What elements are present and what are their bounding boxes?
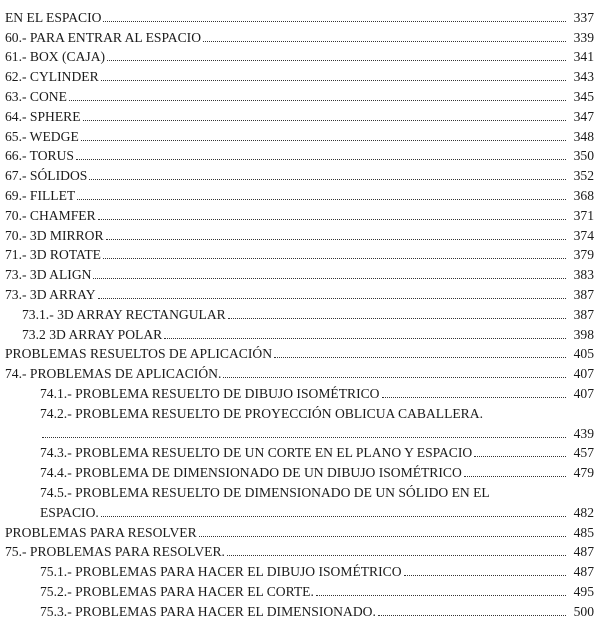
toc-entry-page: 457 — [573, 445, 594, 461]
toc-entry — [5, 243, 594, 263]
dot-leader — [89, 178, 566, 180]
toc-entry-page: 500 — [573, 603, 594, 619]
dot-leader — [98, 218, 566, 220]
toc-entry — [5, 144, 594, 164]
dot-leader — [223, 376, 566, 378]
toc-entry-page: 347 — [573, 108, 594, 124]
toc-entry-title: 60.- PARA ENTRAR AL ESPACIO — [5, 29, 202, 45]
toc-entry-title-continuation: ESPACIO. — [40, 504, 99, 520]
dot-leader — [382, 396, 567, 398]
toc-entry-page: 487 — [573, 564, 594, 580]
toc-entry-title: 64.- SPHERE — [5, 108, 81, 124]
toc-subentry — [5, 579, 594, 599]
dot-leader — [103, 257, 566, 259]
toc-subentry — [5, 599, 594, 619]
toc-entry — [5, 104, 594, 124]
toc-entry — [5, 361, 594, 381]
dot-leader — [474, 455, 566, 457]
toc-entry — [5, 540, 594, 560]
toc-subentry — [5, 322, 594, 342]
toc-entry-title: 73.- 3D ALIGN — [5, 267, 92, 283]
toc-entry — [5, 64, 594, 84]
dot-leader — [69, 99, 566, 101]
toc-entry-page: 407 — [573, 385, 594, 401]
toc-entry-page: 439 — [573, 425, 594, 441]
toc-subentry — [5, 401, 594, 441]
table-of-contents — [5, 5, 594, 619]
toc-entry-title: 71.- 3D ROTATE — [5, 247, 101, 263]
toc-subentry — [5, 381, 594, 401]
toc-entry — [5, 223, 594, 243]
toc-entry-title: EN EL ESPACIO — [5, 9, 102, 25]
toc-entry-title: 75.1.- PROBLEMAS PARA HACER EL DIBUJO ISOMÉTRICO — [40, 564, 402, 580]
toc-entry — [5, 84, 594, 104]
toc-entry — [5, 342, 594, 362]
toc-entry — [5, 203, 594, 223]
toc-entry — [5, 183, 594, 203]
dot-leader — [378, 614, 566, 616]
toc-entry — [5, 45, 594, 65]
dot-leader — [76, 158, 566, 160]
dot-leader — [107, 59, 566, 61]
dot-leader — [203, 40, 566, 42]
dot-leader — [101, 515, 566, 517]
toc-entry-title: 73.2 3D ARRAY POLAR — [22, 326, 163, 342]
toc-entry-page: 345 — [573, 88, 594, 104]
toc-entry-page: 383 — [573, 267, 594, 283]
dot-leader — [164, 337, 566, 339]
toc-entry-title: 67.- SÓLIDOS — [5, 168, 88, 184]
toc-entry-page: 374 — [573, 227, 594, 243]
toc-entry-page: 479 — [573, 465, 594, 481]
dot-leader — [199, 535, 566, 537]
toc-entry — [5, 520, 594, 540]
toc-entry-page: 387 — [573, 306, 594, 322]
toc-subentry — [5, 480, 594, 520]
toc-subentry — [5, 441, 594, 461]
toc-entry — [5, 5, 594, 25]
toc-entry-page: 350 — [573, 148, 594, 164]
toc-entry-page: 487 — [573, 544, 594, 560]
toc-entry-page: 398 — [573, 326, 594, 342]
toc-entry-page: 379 — [573, 247, 594, 263]
toc-entry-page: 352 — [573, 168, 594, 184]
toc-entry-title: 74.- PROBLEMAS DE APLICACIÓN. — [5, 366, 222, 382]
toc-subentry — [5, 460, 594, 480]
toc-entry-page: 339 — [573, 29, 594, 45]
toc-entry-title: PROBLEMAS PARA RESOLVER — [5, 524, 197, 540]
toc-entry-title: 69.- FILLET — [5, 187, 76, 203]
toc-entry-page: 371 — [573, 207, 594, 223]
toc-entry-page: 407 — [573, 366, 594, 382]
dot-leader — [106, 238, 566, 240]
toc-entry-page: 482 — [573, 504, 594, 520]
toc-entry — [5, 262, 594, 282]
toc-entry-title: 74.3.- PROBLEMA RESUELTO DE UN CORTE EN EL PLANO Y ESPACIO — [40, 445, 473, 461]
toc-entry-title: 70.- 3D MIRROR — [5, 227, 104, 243]
dot-leader — [98, 297, 566, 299]
toc-entry-page: 485 — [573, 524, 594, 540]
toc-entry-page: 348 — [573, 128, 594, 144]
toc-entry-title: PROBLEMAS RESUELTOS DE APLICACIÓN — [5, 346, 273, 362]
toc-entry — [5, 124, 594, 144]
toc-entry-title: 75.2.- PROBLEMAS PARA HACER EL CORTE. — [40, 583, 314, 599]
dot-leader — [83, 119, 566, 121]
toc-subentry — [5, 302, 594, 322]
dot-leader — [316, 594, 566, 596]
toc-entry-page: 343 — [573, 69, 594, 85]
toc-entry-title: 66.- TORUS — [5, 148, 74, 164]
toc-entry-title: 75.- PROBLEMAS PARA RESOLVER. — [5, 544, 225, 560]
toc-entry-page: 368 — [573, 187, 594, 203]
toc-entry-title: 74.1.- PROBLEMA RESUELTO DE DIBUJO ISOMÉTRICO — [40, 385, 380, 401]
toc-entry-page: 405 — [573, 346, 594, 362]
toc-entry-title: 73.1.- 3D ARRAY RECTANGULAR — [22, 306, 226, 322]
toc-subentry — [5, 559, 594, 579]
toc-entry — [5, 163, 594, 183]
dot-leader — [101, 79, 566, 81]
toc-entry-page: 495 — [573, 583, 594, 599]
toc-entry-title: 63.- CONE — [5, 88, 67, 104]
toc-entry-title: 73.- 3D ARRAY — [5, 286, 96, 302]
toc-entry-title: 65.- WEDGE — [5, 128, 79, 144]
toc-entry-title: 62.- CYLINDER — [5, 69, 99, 85]
dot-leader — [42, 436, 566, 438]
dot-leader — [81, 139, 566, 141]
dot-leader — [228, 317, 566, 319]
dot-leader — [464, 475, 566, 477]
toc-entry-title: 61.- BOX (CAJA) — [5, 49, 106, 65]
dot-leader — [404, 574, 566, 576]
toc-entry-page: 387 — [573, 286, 594, 302]
dot-leader — [227, 554, 566, 556]
toc-entry — [5, 282, 594, 302]
toc-entry — [5, 25, 594, 45]
toc-entry-title: 70.- CHAMFER — [5, 207, 96, 223]
dot-leader — [103, 20, 566, 22]
toc-entry-title: 74.2.- PROBLEMA RESUELTO DE PROYECCIÓN OBLICUA CABALLERA. — [40, 405, 483, 421]
dot-leader — [274, 356, 566, 358]
toc-entry-title: 74.4.- PROBLEMA DE DIMENSIONADO DE UN DIBUJO ISOMÉTRICO — [40, 465, 462, 481]
toc-entry-page: 337 — [573, 9, 594, 25]
dot-leader — [93, 277, 566, 279]
dot-leader — [77, 198, 566, 200]
toc-entry-page: 341 — [573, 49, 594, 65]
toc-entry-title: 75.3.- PROBLEMAS PARA HACER EL DIMENSIONADO. — [40, 603, 376, 619]
toc-entry-title: 74.5.- PROBLEMA RESUELTO DE DIMENSIONADO DE UN SÓLIDO EN EL — [40, 484, 490, 500]
